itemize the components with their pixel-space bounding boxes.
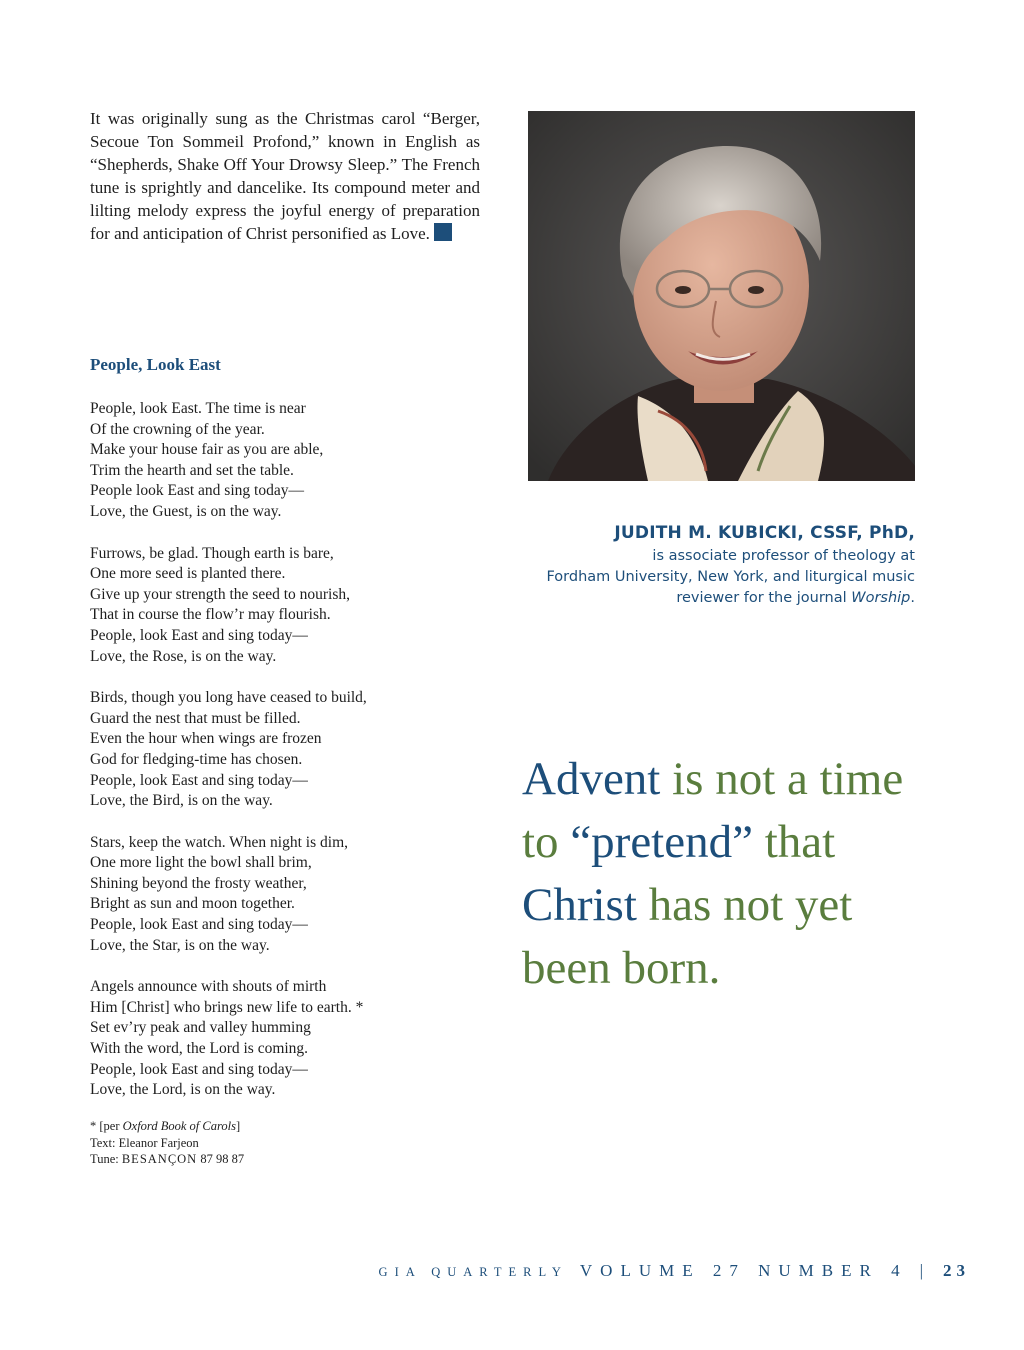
hymn-line: People, look East and sing today— [90, 626, 308, 644]
hymn-line: Love, the Bird, is on the way. [90, 792, 273, 810]
hymn-line: Stars, keep the watch. When night is dim, [90, 833, 348, 851]
footer-publication: GIA QUARTERLY [378, 1265, 568, 1279]
author-bio [495, 520, 915, 609]
author-portrait-image [528, 111, 915, 481]
author-bio-line-3-prefix: reviewer for the journal [676, 590, 852, 606]
hymn-line: Love, the Rose, is on the way. [90, 647, 277, 665]
author-photo [528, 111, 915, 481]
hymn-line: Birds, though you long have ceased to build, [90, 689, 367, 707]
author-bio-line-1: is associate professor of theology at [652, 548, 915, 564]
hymn-line: Love, the Star, is on the way. [90, 936, 270, 954]
hymn-text [90, 399, 470, 1122]
hymn-line: People, look East and sing today— [90, 771, 308, 789]
tune-meter: 87 98 87 [197, 1152, 245, 1167]
quote-christ: Christ [522, 879, 637, 931]
hymn-stanza [90, 688, 470, 812]
intro-text: It was originally sung as the Christmas carol “Berger, Secoue Ton Sommeil Profond,” known in English as “Shepherds, Shake Off Your Drowsy Sleep.” The French tune is sprightly and dancelike. Its compound meter and lilting melody express the joyful energy of preparation for and anticipation of Christ personified as Love. [90, 109, 480, 243]
end-mark-icon [434, 223, 452, 241]
pull-quote [522, 748, 942, 1000]
hymn-line: Give up your strength the seed to nourish, [90, 585, 351, 603]
hymn-line: One more light the bowl shall brim, [90, 854, 312, 872]
hymn-stanza [90, 977, 470, 1101]
hymn-line: Shining beyond the frosty weather, [90, 874, 307, 892]
oxford-note-suffix: ] [235, 1119, 241, 1133]
hymn-line: Trim the hearth and set the table. [90, 461, 294, 479]
hymn-line: Guard the nest that must be filled. [90, 709, 301, 727]
tune-prefix: Tune: [90, 1152, 122, 1167]
hymn-line: Make your house fair as you are able, [90, 441, 324, 459]
hymn-line: One more seed is planted there. [90, 565, 286, 583]
quote-part-2: is not a time to [522, 753, 904, 868]
hymn-line: Bright as sun and moon together. [90, 895, 295, 913]
oxford-note-prefix: * [per [90, 1119, 123, 1133]
hymn-title: People, Look East [90, 355, 221, 374]
hymn-stanza [90, 544, 470, 668]
journal-name: Worship [851, 590, 911, 606]
text-credit: Text: Eleanor Farjeon [90, 1135, 199, 1150]
author-bio-line-3-suffix: . [910, 590, 915, 606]
hymn-line: People, look East and sing today— [90, 1060, 308, 1078]
hymn-line: God for fledging-time has chosen. [90, 750, 303, 768]
page-footer [379, 1261, 970, 1281]
hymn-line: With the word, the Lord is coming. [90, 1040, 309, 1058]
hymn-line: Of the crowning of the year. [90, 420, 265, 438]
hymn-stanza [90, 399, 470, 523]
hymn-line: Even the hour when wings are frozen [90, 730, 322, 748]
hymn-line: People, look East and sing today— [90, 916, 308, 934]
oxford-book-title: Oxford Book of Carols [122, 1119, 236, 1133]
intro-paragraph [90, 107, 480, 245]
hymn-line: People look East and sing today— [90, 482, 304, 500]
hymn-line: Him [Christ] who brings new life to earth. * [90, 998, 364, 1016]
hymn-line: Love, the Guest, is on the way. [90, 502, 282, 520]
footer-separator: | [919, 1261, 923, 1280]
hymn-line: Furrows, be glad. Though earth is bare, [90, 544, 334, 562]
tune-name: BESANÇON [121, 1152, 198, 1167]
quote-advent: Advent [522, 753, 661, 805]
oxford-note [90, 1118, 244, 1135]
hymn-line: Set ev’ry peak and valley humming [90, 1019, 311, 1037]
tune-credit [90, 1151, 244, 1168]
author-bio-line-2: Fordham University, New York, and liturgical music [546, 569, 915, 585]
quote-pretend: “pretend” [570, 816, 753, 868]
hymn-line: People, look East. The time is near [90, 400, 306, 417]
footer-volume: VOLUME 27 NUMBER 4 [579, 1261, 908, 1280]
page-number: 23 [943, 1261, 970, 1280]
hymn-line: Love, the Lord, is on the way. [90, 1081, 276, 1099]
author-name: JUDITH M. KUBICKI, CSSF, PhD, [614, 523, 915, 543]
quote-part-4: that [752, 816, 836, 868]
hymn-line: That in course the flow’r may flourish. [90, 606, 331, 624]
quote-part-6: has not yet been born. [522, 879, 853, 994]
author-bio-line-3 [495, 588, 915, 609]
hymn-notes [90, 1118, 244, 1168]
hymn-stanza [90, 833, 470, 957]
hymn-line: Angels announce with shouts of mirth [90, 978, 327, 996]
